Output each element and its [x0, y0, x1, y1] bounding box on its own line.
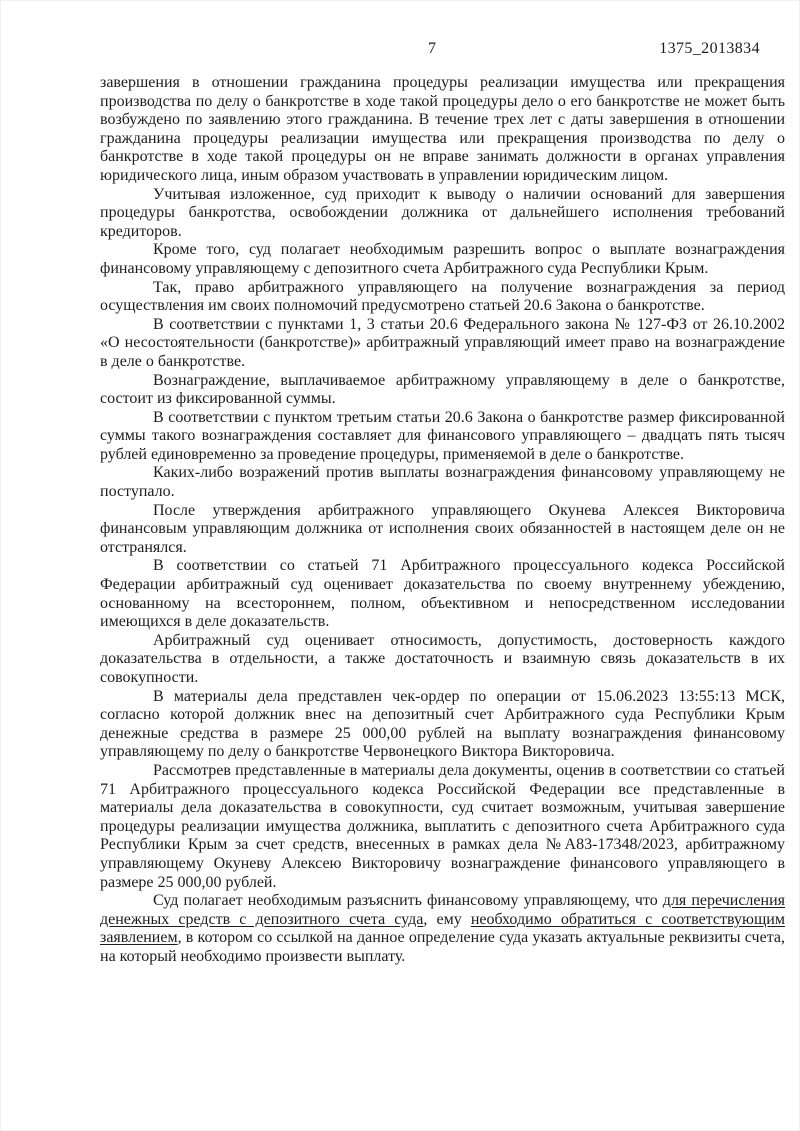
- text-segment: Суд полагает необходимым разъяснить финансовому управляющему, что: [153, 892, 663, 910]
- page-number: 7: [428, 40, 436, 57]
- paragraph: [100, 409, 785, 465]
- text-segment: Рассмотрев представленные в материалы дела документы, оценив в соответствии со статьей 71 Арбитражного процессуального кодекса Российской Федерации все представленные в материалы дела доказательства в совокупности, суд считает возможным, учитывая завершение процедуры реализации имущества должника, выплатить с депозитного счета Арбитражного суда Республики Крым за счет средств, внесенных в рамках дела №А83-17348/2023, арбитражному управляющему Окуневу Алексею Викторовичу вознаграждение финансового управляющего в размере 25 000,00 рублей.: [100, 761, 785, 891]
- paragraph: [100, 279, 785, 316]
- paragraph: [100, 241, 785, 278]
- text-segment: , ему: [423, 910, 471, 928]
- paragraph: [100, 557, 785, 631]
- paragraph: [100, 502, 785, 558]
- text-segment: Учитывая изложенное, суд приходит к выводу о наличии оснований для завершения процедуры банкротства, освобождении должника от дальнейшего исполнения требований кредиторов.: [100, 185, 785, 240]
- text-segment: Каких-либо возражений против выплаты вознаграждения финансовому управляющему не поступало.: [100, 464, 785, 501]
- text-segment: , в котором со ссылкой на данное определение суда указать актуальные реквизиты счета, на который необходимо произвести выплату.: [100, 929, 785, 965]
- text-segment: В соответствии со статьей 71 Арбитражного процессуального кодекса Российской Федерации арбитражный суд оценивает доказательства по своему внутреннему убеждению, основанному на всестороннем, полном, объективном и непосредственном исследовании имеющихся в деле доказательств.: [100, 557, 785, 631]
- paragraph: [100, 186, 785, 242]
- text-segment: Так, право арбитражного управляющего на получение вознаграждения за период осуществления им своих полномочий предусмотрено статьей 20.6 Закона о банкротстве.: [100, 278, 785, 315]
- text-segment: завершения в отношении гражданина процедуры реализации имущества или прекращения производства по делу о банкротстве в ходе такой процедуры дело о его банкротстве не может быть возбуждено по заявлению этого гражданина. В течение трех лет с даты завершения в отношении гражданина процедуры реализации имущества или прекращения производства по делу о банкротстве в ходе такой процедуры он не вправе занимать должности в органах управления юридического лица, иным образом участвовать в управлении юридическим лицом.: [100, 74, 785, 184]
- text-segment: В соответствии с пунктом третьим статьи 20.6 Закона о банкротстве размер фиксированной суммы такого вознаграждения составляет для финансового управляющего – двадцать пять тысяч рублей единовременно за проведение процедуры, применяемой в деле о банкротстве.: [100, 408, 785, 463]
- page-header: [0, 40, 800, 62]
- text-segment: Вознаграждение, выплачиваемое арбитражному управляющему в деле о банкротстве, состоит из фиксированной суммы.: [100, 371, 785, 408]
- document-body: [100, 74, 785, 967]
- text-segment: В соответствии с пунктами 1, 3 статьи 20.6 Федерального закона № 127-ФЗ от 26.10.2002 «О несостоятельности (банкротстве)» арбитражный управляющий имеет право на вознаграждение в деле о банкротстве.: [100, 315, 785, 370]
- text-segment: После утверждения арбитражного управляющего Окунева Алексея Викторовича финансовым управляющим должника от исполнения своих обязанностей в настоящем деле он не отстранялся.: [100, 501, 785, 556]
- underlined-text: для перечисления денежных средств с депозитного счета суда: [100, 892, 785, 928]
- paragraph: [100, 632, 785, 688]
- document-id: 1375_2013834: [659, 40, 760, 57]
- paragraph: [100, 316, 785, 372]
- paragraph: [100, 762, 785, 892]
- paragraph: [100, 74, 785, 186]
- underlined-text: необходимо обратиться с соответствующим заявлением: [100, 910, 785, 947]
- text-segment: Кроме того, суд полагает необходимым разрешить вопрос о выплате вознаграждения финансовому управляющему с депозитного счета Арбитражного суда Республики Крым.: [100, 241, 785, 277]
- paragraph: [100, 372, 785, 409]
- paragraph: [100, 892, 785, 966]
- text-segment: В материалы дела представлен чек-ордер по операции от 15.06.2023 13:55:13 МСК, согласно которой должник внес на депозитный счет Арбитражного суда Республики Крым денежные средства в размере 25 000,00 рублей на выплату вознаграждения финансовому управляющему по делу о банкротстве Червонецкого Виктора Викторовича.: [100, 687, 785, 761]
- paragraph: [100, 688, 785, 762]
- text-segment: Арбитражный суд оценивает относимость, допустимость, достоверность каждого доказательства в отдельности, а также достаточность и взаимную связь доказательств в их совокупности.: [100, 631, 785, 686]
- paragraph: [100, 464, 785, 501]
